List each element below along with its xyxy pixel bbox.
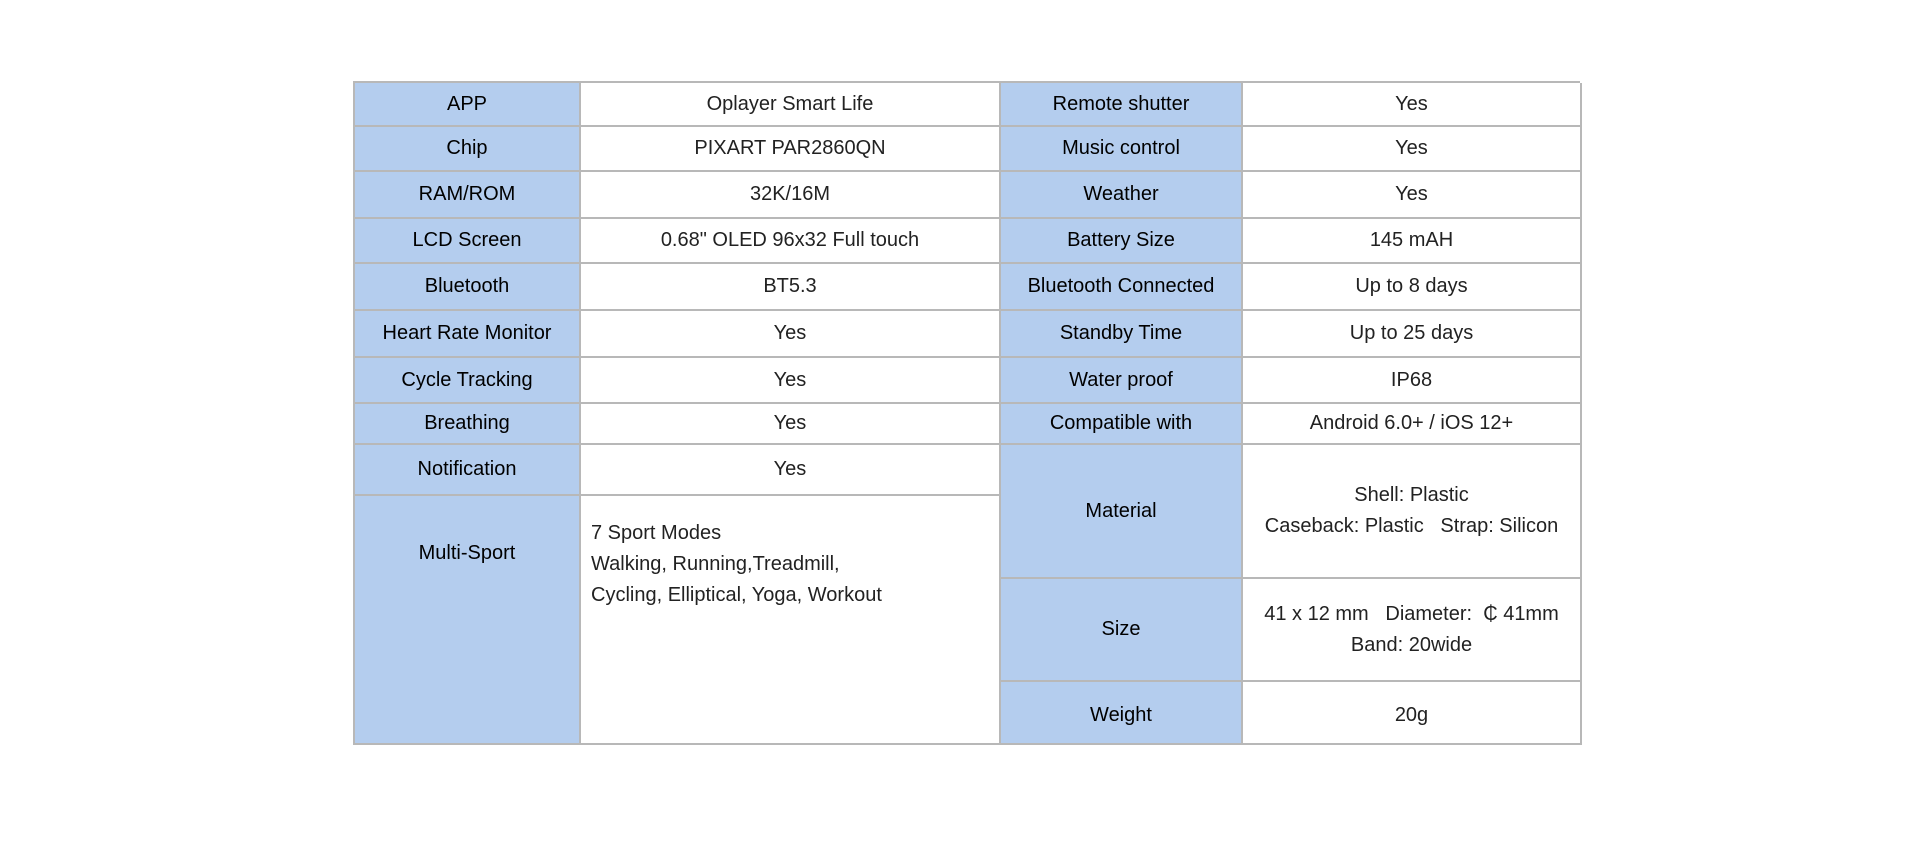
spec-label-weight: Weight bbox=[1001, 682, 1243, 745]
spec-label-material: Material bbox=[1001, 445, 1243, 579]
spec-label-app: APP bbox=[355, 83, 581, 127]
spec-value-app: Oplayer Smart Life bbox=[581, 83, 1001, 127]
spec-label-weather: Weather bbox=[1001, 172, 1243, 219]
material-line: Caseback: Plastic Strap: Silicon bbox=[1264, 515, 1559, 537]
spec-label-breathing: Breathing bbox=[355, 404, 581, 445]
spec-label-battery-size: Battery Size bbox=[1001, 219, 1243, 264]
spec-value-weather: Yes bbox=[1243, 172, 1582, 219]
spec-label-ram-rom: RAM/ROM bbox=[355, 172, 581, 219]
spec-value-cycle-tracking: Yes bbox=[581, 358, 1001, 404]
spec-value-battery-size: 145 mAH bbox=[1243, 219, 1582, 264]
spec-table bbox=[353, 81, 1580, 745]
size-line: 41 x 12 mm Diameter: ₵ 41mm bbox=[1264, 602, 1559, 625]
spec-label-standby-time: Standby Time bbox=[1001, 311, 1243, 358]
spec-value-multi-sport bbox=[581, 496, 1001, 745]
multi-sport-line: 7 Sport Modes bbox=[591, 522, 722, 544]
spec-value-breathing: Yes bbox=[581, 404, 1001, 445]
spec-label-lcd-screen: LCD Screen bbox=[355, 219, 581, 264]
multi-sport-line: Walking, Running,Treadmill, bbox=[591, 553, 840, 575]
spec-label-water-proof: Water proof bbox=[1001, 358, 1243, 404]
spec-value-chip: PIXART PAR2860QN bbox=[581, 127, 1001, 172]
spec-label-bluetooth: Bluetooth bbox=[355, 264, 581, 311]
spec-label-multi-sport: Multi-Sport bbox=[355, 496, 581, 745]
multi-sport-line: Cycling, Elliptical, Yoga, Workout bbox=[591, 584, 882, 606]
spec-value-lcd-screen: 0.68" OLED 96x32 Full touch bbox=[581, 219, 1001, 264]
spec-value-music-control: Yes bbox=[1243, 127, 1582, 172]
size-line: Band: 20wide bbox=[1350, 633, 1473, 656]
spec-value-bluetooth-connected: Up to 8 days bbox=[1243, 264, 1582, 311]
spec-value-ram-rom: 32K/16M bbox=[581, 172, 1001, 219]
spec-label-chip: Chip bbox=[355, 127, 581, 172]
spec-label-remote-shutter: Remote shutter bbox=[1001, 83, 1243, 127]
spec-label-bluetooth-connected: Bluetooth Connected bbox=[1001, 264, 1243, 311]
spec-label-compatible-with: Compatible with bbox=[1001, 404, 1243, 445]
spec-value-material bbox=[1243, 445, 1582, 579]
spec-value-notification: Yes bbox=[581, 445, 1001, 496]
spec-label-heart-rate: Heart Rate Monitor bbox=[355, 311, 581, 358]
spec-value-water-proof: IP68 bbox=[1243, 358, 1582, 404]
spec-value-compatible-with: Android 6.0+ / iOS 12+ bbox=[1243, 404, 1582, 445]
spec-label-notification: Notification bbox=[355, 445, 581, 496]
spec-sheet bbox=[353, 81, 1580, 745]
material-line: Shell: Plastic bbox=[1354, 484, 1469, 506]
spec-label-music-control: Music control bbox=[1001, 127, 1243, 172]
spec-value-bluetooth: BT5.3 bbox=[581, 264, 1001, 311]
spec-value-standby-time: Up to 25 days bbox=[1243, 311, 1582, 358]
spec-value-weight: 20g bbox=[1243, 682, 1582, 745]
spec-label-size: Size bbox=[1001, 579, 1243, 682]
spec-value-heart-rate: Yes bbox=[581, 311, 1001, 358]
spec-value-size bbox=[1243, 579, 1582, 682]
spec-value-remote-shutter: Yes bbox=[1243, 83, 1582, 127]
spec-label-cycle-tracking: Cycle Tracking bbox=[355, 358, 581, 404]
